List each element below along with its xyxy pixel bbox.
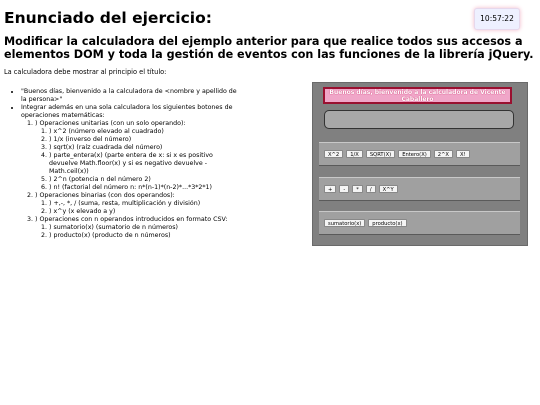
- square-button[interactable]: X^2: [324, 150, 343, 158]
- power-button[interactable]: X^Y: [379, 185, 398, 193]
- factorial-button[interactable]: X!: [456, 150, 470, 158]
- list-item: 2. ) producto(x) (producto de n números): [49, 232, 242, 240]
- sqrt-button[interactable]: SQRT(X): [366, 150, 395, 158]
- page-title: Enunciado del ejercicio:: [4, 9, 212, 27]
- list-item: 5. ) 2^n (potencia n del número 2): [49, 176, 242, 184]
- list-item: 1. ) +,-, *, / (suma, resta, multiplicación y división): [49, 200, 242, 208]
- list-item: 4. ) parte_entera(x) (parte entera de x: si x es positivo devuelve Math.floor(x) y si es negativo devuelve - Math.ceil(x)): [49, 152, 242, 176]
- list-item: 2. ) x^y (x elevado a y): [49, 208, 242, 216]
- group-binary: [35, 192, 242, 216]
- intro-text: La calculadora debe mostrar al principio el título:: [4, 68, 167, 76]
- group-label: ) Operaciones unitarias (con un solo operando):: [35, 120, 186, 127]
- csv-operations-row: [319, 211, 520, 235]
- list-item: 3. ) sqrt(x) (raíz cuadrada del número): [49, 144, 242, 152]
- list-item: 1. ) sumatorio(x) (sumatorio de n números): [49, 224, 242, 232]
- add-button[interactable]: +: [324, 185, 336, 193]
- binary-operations-row: [319, 177, 520, 201]
- list-item: 2. ) 1/x (inverso del número): [49, 136, 242, 144]
- group-label: ) Operaciones binarias (con dos operandos):: [35, 192, 175, 199]
- requirements-list: [12, 88, 242, 240]
- list-item: 6. ) n! (factorial del número n: n*(n-1)*(n-2)*...*3*2*1): [49, 184, 242, 192]
- list-item: 1. ) x^2 (número elevado al cuadrado): [49, 128, 242, 136]
- power-of-two-button[interactable]: 2^X: [434, 150, 453, 158]
- group-label: ) Operaciones con n operandos introducidos en formato CSV:: [35, 216, 228, 223]
- calculator-banner: Buenos días, bienvenido a la calculadora de Vicente Caballero: [323, 87, 512, 104]
- calculator: [312, 82, 528, 246]
- divide-button[interactable]: /: [366, 185, 376, 193]
- group-csv: [35, 216, 242, 240]
- inverse-button[interactable]: 1/X: [346, 150, 363, 158]
- unary-operations-row: [319, 142, 520, 166]
- sum-button[interactable]: sumatorio(x): [324, 219, 365, 227]
- exercise-subtitle: Modificar la calculadora del ejemplo anterior para que realice todos sus accesos a elementos DOM y toda la gestión de eventos con las funciones de la librería jQuery.: [4, 35, 534, 61]
- integrate-item: [21, 104, 242, 240]
- greeting-item: • "Buenos días, bienvenido a la calculadora de <nombre y apellido de la persona>": [21, 88, 242, 104]
- group-unary: [35, 120, 242, 192]
- multiply-button[interactable]: *: [352, 185, 363, 193]
- calculator-display[interactable]: [324, 110, 514, 129]
- integrate-text: Integrar además en una sola calculadora los siguientes botones de operaciones matemáticas:: [21, 104, 233, 119]
- product-button[interactable]: producto(x): [368, 219, 406, 227]
- subtract-button[interactable]: -: [339, 185, 349, 193]
- integer-part-button[interactable]: Entero(X): [398, 150, 431, 158]
- clock: 10:57:22: [474, 8, 520, 30]
